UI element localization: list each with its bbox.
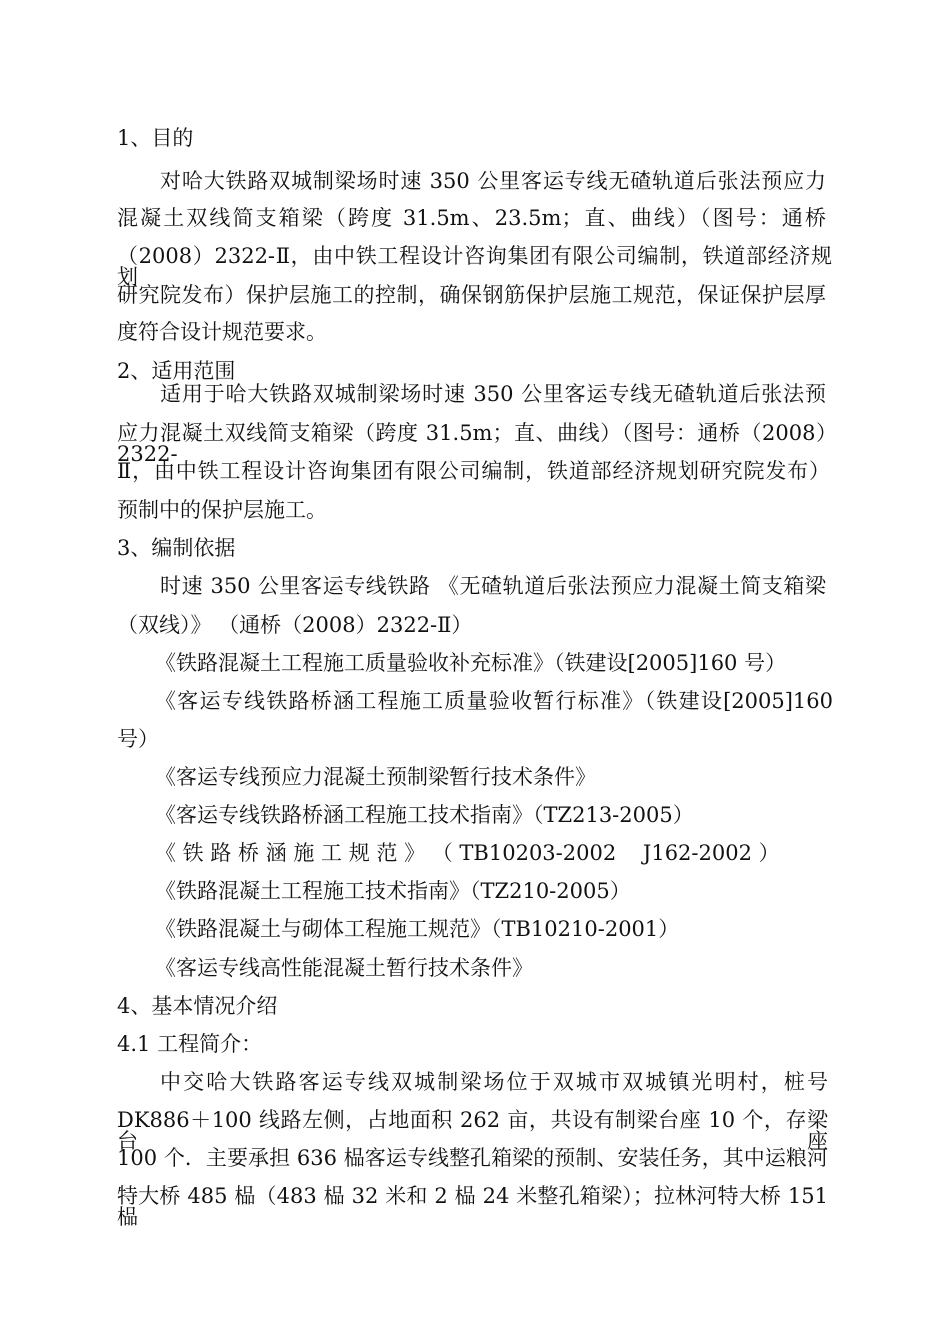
paragraph-line: 中交哈大铁路客运专线双城制梁场位于双城市双城镇光明村，桩号 — [160, 1070, 828, 1094]
section-heading: 2、适用范围 — [117, 359, 236, 383]
reference-item: 《铁路混凝土与砌体工程施工规范》（TB10210-2001） — [155, 917, 680, 941]
reference-item: 《客运专线铁路桥涵工程施工技术指南》（TZ213-2005） — [155, 803, 694, 827]
paragraph-line: DK886＋100 线路左侧，占地面积 262 亩，共设有制梁台座 10 个，存梁台座 — [117, 1108, 828, 1153]
paragraph-line: 特大桥 485 榀（483 榀 32 米和 2 榀 24 米整孔箱梁）；拉林河特大桥 151 榀 — [117, 1184, 828, 1229]
paragraph-line: Ⅱ，由中铁工程设计咨询集团有限公司编制，铁道部经济规划研究院发布） — [117, 459, 830, 483]
section-heading: 1、目的 — [117, 126, 194, 150]
paragraph-line: （2008）2322-Ⅱ，由中铁工程设计咨询集团有限公司编制，铁道部经济规划 — [117, 244, 832, 289]
paragraph-line: 研究院发布）保护层施工的控制，确保钢筋保护层施工规范，保证保护层厚 — [117, 283, 826, 307]
paragraph-line: 应力混凝土双线简支箱梁（跨度 31.5m；直、曲线）（图号：通桥（2008）2322- — [117, 421, 837, 466]
reference-item: 《客运专线高性能混凝土暂行技术条件》 — [155, 956, 533, 980]
paragraph-line: 时速 350 公里客运专线铁路 《无碴轨道后张法预应力混凝土简支箱梁 — [160, 574, 826, 598]
reference-item: 《铁路混凝土工程施工质量验收补充标准》（铁建设[2005]160 号） — [155, 651, 787, 675]
paragraph-line: 度符合设计规范要求。 — [117, 320, 327, 344]
reference-item: 《客运专线铁路桥涵工程施工质量验收暂行标准》（铁建设[2005]160 — [155, 689, 833, 713]
reference-item: 《铁路混凝土工程施工技术指南》（TZ210-2005） — [155, 879, 631, 903]
paragraph-line: 对哈大铁路双城制梁场时速 350 公里客运专线无碴轨道后张法预应力 — [160, 169, 826, 193]
paragraph-line: 混凝土双线简支箱梁（跨度 31.5m、23.5m；直、曲线）（图号：通桥 — [117, 206, 826, 230]
paragraph-line: 适用于哈大铁路双城制梁场时速 350 公里客运专线无碴轨道后张法预 — [160, 382, 826, 406]
paragraph-line: 100 个．主要承担 636 榀客运专线整孔箱梁的预制、安装任务，其中运粮河 — [117, 1146, 828, 1170]
paragraph-line: 预制中的保护层施工。 — [117, 498, 327, 522]
reference-item: 《 铁 路 桥 涵 施 工 规 范 》 （ TB10203-2002 J162-2002 ） — [155, 841, 780, 865]
subsection-heading: 4.1 工程简介： — [117, 1032, 263, 1056]
reference-item: 号） — [117, 727, 159, 751]
section-heading: 3、编制依据 — [117, 536, 236, 560]
paragraph-line: （双线）》 （通桥（2008）2322-Ⅱ） — [117, 613, 473, 637]
reference-item: 《客运专线预应力混凝土预制梁暂行技术条件》 — [155, 765, 596, 789]
section-heading: 4、基本情况介绍 — [117, 994, 278, 1018]
